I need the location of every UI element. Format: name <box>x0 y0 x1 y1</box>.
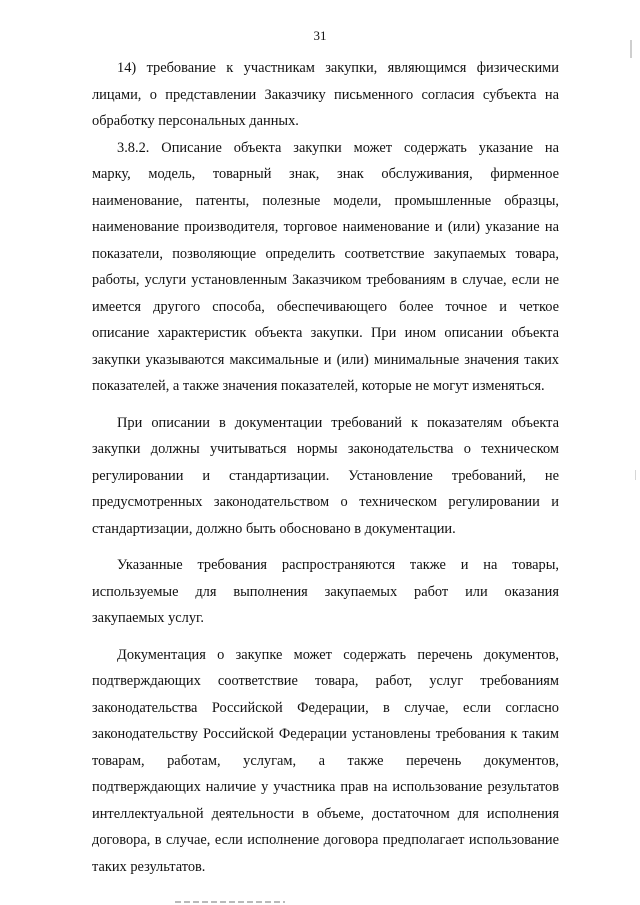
text-line: закупки указываются максимальные и (или) минимальные значения таких <box>92 351 559 368</box>
page-number: 31 <box>313 28 327 43</box>
paragraph-item-14 <box>92 55 559 135</box>
text-line: закупаемых услуг. <box>92 610 204 626</box>
text-line: регулировании и стандартизации. Установление требований, не <box>92 467 559 484</box>
paragraph-spacer <box>92 400 559 410</box>
document-body <box>92 55 559 880</box>
text-line: закупки должны учитываться нормы законодательства о техническом <box>92 441 559 457</box>
text-line: марку, модель, товарный знак, знак обслуживания, фирменное <box>92 166 559 182</box>
text-line: Указанные требования распространяются также и на товары, <box>117 557 559 573</box>
text-line: имеется другого способа, обеспечивающего более точное и четкое <box>92 298 559 315</box>
paragraph-documentation-requirements <box>92 410 559 543</box>
text-line: показателей, а также значения показателей, которые не могут изменяться. <box>92 378 545 394</box>
text-line: обработку персональных данных. <box>92 113 299 129</box>
text-line: лицами, о представлении Заказчику письменного согласия субъекта на <box>92 86 559 103</box>
text-line: При описании в документации требований к показателям объекта <box>117 414 559 431</box>
text-line: договора, в случае, если исполнение договора предполагает использование <box>92 832 559 848</box>
text-line: интеллектуальной деятельности в объеме, достаточном для исполнения <box>92 805 559 822</box>
text-line: работы, услуги установленным Заказчиком требованиям в случае, если не <box>92 272 559 288</box>
text-line: 14) требование к участникам закупки, являющимся физическими <box>117 60 559 76</box>
text-line: законодательства Российской Федерации, в случае, если согласно <box>92 699 559 716</box>
text-line: подтверждающих наличие у участника прав на использование результатов <box>92 779 559 795</box>
paragraph-documents-list <box>92 642 559 881</box>
scan-artifact <box>175 901 285 903</box>
text-line: Документация о закупке может содержать перечень документов, <box>117 646 559 663</box>
text-line: наименование, патенты, полезные модели, промышленные образцы, <box>92 192 559 209</box>
text-line: наименование производителя, торговое наименование и (или) указание на <box>92 219 559 235</box>
paragraph-spacer <box>92 542 559 552</box>
text-line: показатели, позволяющие определить соответствие закупаемых товара, <box>92 245 559 262</box>
text-line: предусмотренных законодательством о техническом регулировании и <box>92 494 559 510</box>
paragraph-spacer <box>92 632 559 642</box>
text-line: описание характеристик объекта закупки. При ином описании объекта <box>92 325 559 341</box>
text-line: подтверждающих соответствие товара, работ, услуг требованиям <box>92 673 559 689</box>
text-line: используемые для выполнения закупаемых работ или оказания <box>92 583 559 600</box>
text-line: законодательству Российской Федерации установлены требования к таким <box>92 726 559 742</box>
text-line: 3.8.2. Описание объекта закупки может содержать указание на <box>117 139 559 156</box>
text-line: товарам, работам, услугам, а также перечень документов, <box>92 752 559 769</box>
text-line: стандартизации, должно быть обосновано в документации. <box>92 520 456 537</box>
scan-edge-mark <box>635 470 636 480</box>
paragraph-clause-3-8-2 <box>92 135 559 400</box>
text-line: таких результатов. <box>92 858 206 875</box>
paragraph-requirements-scope <box>92 552 559 632</box>
